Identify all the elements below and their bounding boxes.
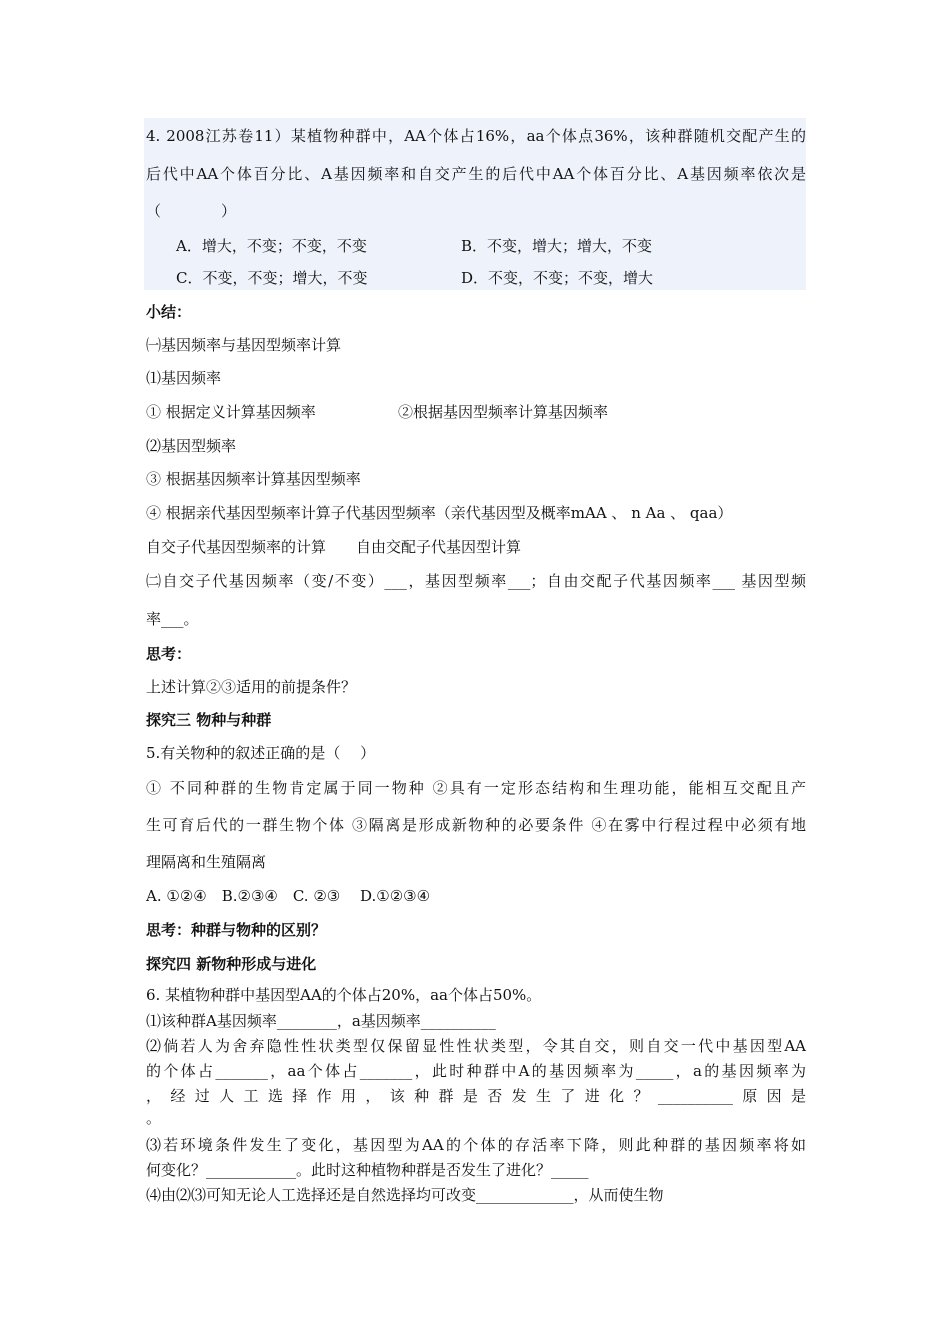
summary-item-1: ㈠基因频率与基因型频率计算: [146, 336, 342, 354]
q4-line-2: 后代中AA个体百分比、A基因频率和自交产生的后代中AA个体百分比、A基因频率依次是: [146, 165, 806, 183]
q4-option-a: A．增大，不变；不变，不变: [176, 237, 367, 255]
q6-part-3a: ⑶若环境条件发生了变化，基因型为AA的个体的存活率下降，则此种群的基因频率将如: [146, 1136, 806, 1154]
think-question: 上述计算②③适用的前提条件？: [146, 678, 357, 696]
summary-item-7: 自交子代基因型频率的计算 自由交配子代基因型计算: [146, 538, 522, 556]
q6-part-4: ⑷由⑵⑶可知无论人工选择还是自然选择均可改变_____________，从而使生物: [146, 1186, 664, 1204]
section-3-heading: 探究三 物种与种群: [146, 711, 272, 729]
think-difference-text: 思考：种群与物种的区别？: [146, 921, 327, 939]
summary-item-4: ⑵基因型频率: [146, 437, 237, 455]
q6-part-2a: ⑵倘若人为舍弃隐性性状类型仅保留显性性状类型，令其自交，则自交一代中基因型AA: [146, 1037, 806, 1055]
q4-option-b: B．不变，增大；增大，不变: [461, 237, 653, 255]
q4-option-c: C．不变，不变；增大，不变: [176, 269, 368, 287]
q6-part-2c: ，经过人工选择作用，该种群是否发生了进化？__________原因是: [146, 1087, 806, 1105]
q4-line-3: （ ）: [146, 202, 237, 220]
think-heading: 思考：: [146, 645, 192, 663]
summary-item-3a: ① 根据定义计算基因频率: [146, 403, 316, 421]
q6-part-2d: 。: [146, 1109, 162, 1127]
summary-item-5: ③ 根据基因频率计算基因型频率: [146, 470, 361, 488]
summary-item-2: ⑴基因频率: [146, 369, 222, 387]
q5-statement-1: ① 不同种群的生物肯定属于同一物种 ②具有一定形态结构和生理功能，能相互交配且产: [146, 779, 806, 797]
question-6: 6. 某植物种群中基因型AA的个体占20%，aa个体占50%。: [146, 986, 542, 1004]
q6-part-1: ⑴该种群A基因频率________，a基因频率__________: [146, 1012, 496, 1030]
summary-heading: 小结：: [146, 303, 192, 321]
q4-line-1: 4. 2008江苏卷11）某植物种群中，AA个体占16%，aa个体点36%，该种群随机交配产生的: [146, 127, 806, 145]
question-5: 5.有关物种的叙述正确的是（ ）: [146, 744, 376, 762]
q6-part-3b: 何变化？____________。此时这种植物种群是否发生了进化？_____: [146, 1161, 589, 1179]
think-difference: [146, 920, 326, 940]
q5-statement-3: 理隔离和生殖隔离: [146, 853, 267, 871]
summary-item-9: 率___。: [146, 610, 199, 628]
summary-item-3b: ②根据基因型频率计算基因频率: [398, 403, 609, 421]
q6-part-2b: 的个体占_______，aa个体占_______，此时种群中A的基因频率为_____，a的基因频率为: [146, 1062, 806, 1080]
summary-item-8: ㈡自交子代基因频率（变/不变）___，基因型频率___；自由交配子代基因频率___ 基因型频: [146, 572, 806, 590]
q5-options: A. ①②④ B.②③④ C. ②③ D.①②③④: [146, 887, 431, 905]
q4-option-d: D．不变，不变；不变，增大: [461, 269, 654, 287]
section-4-heading: 探究四 新物种形成与进化: [146, 955, 317, 973]
summary-item-6: ④ 根据亲代基因型频率计算子代基因型频率（亲代基因型及概率mAA 、 n Aa 、 qaa）: [146, 504, 733, 522]
q5-statement-2: 生可育后代的一群生物个体 ③隔离是形成新物种的必要条件 ④在雾中行程过程中必须有地: [146, 816, 806, 834]
